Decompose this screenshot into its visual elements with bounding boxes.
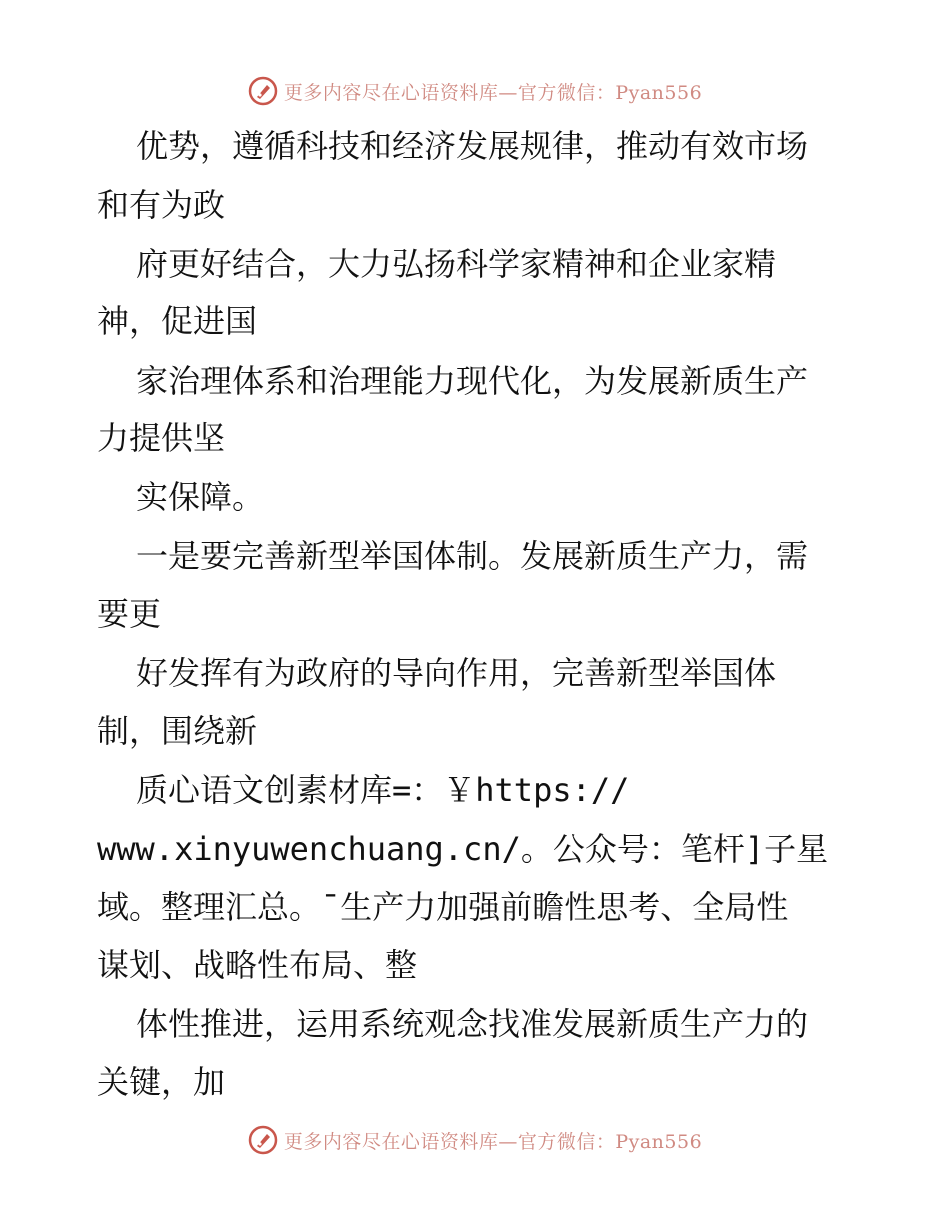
footer-banner-text: 更多内容尽在心语资料库—官方微信：Pyan556	[283, 1130, 703, 1153]
text-line: www.xinyuwenchuang.cn/。公众号：笔杆]子星	[97, 830, 829, 868]
header-banner-text: 更多内容尽在心语资料库—官方微信：Pyan556	[283, 81, 703, 104]
text-line: 体性推进，运用系统观念找准发展新质生产力的	[136, 1005, 809, 1043]
text-line: 府更好结合，大力弘扬科学家精神和企业家精	[136, 245, 777, 283]
text-line: 和有为政	[97, 186, 226, 224]
text-line: 家治理体系和治理能力现代化，为发展新质生产	[136, 362, 809, 400]
text-line: 好发挥有为政府的导向作用，完善新型举国体	[136, 654, 777, 692]
text-line: 力提供坚	[97, 419, 226, 457]
text-line: 制，围绕新	[97, 712, 258, 750]
text-line: 质心语文创素材库=：￥https://	[136, 771, 630, 809]
text-line: 谋划、战略性布局、整	[97, 946, 418, 984]
text-line: 一是要完善新型举国体制。发展新质生产力，需	[136, 537, 809, 575]
text-line: 优势，遵循科技和经济发展规律，推动有效市场	[136, 127, 809, 165]
text-line: 域。整理汇总。¯生产力加强前瞻性思考、全局性	[97, 888, 789, 926]
footer-banner	[0, 1120, 950, 1160]
text-line: 神，促进国	[97, 302, 258, 340]
pen-nib-logo-icon	[248, 1125, 278, 1155]
text-line: 关键，加	[97, 1063, 226, 1101]
text-line: 实保障。	[136, 478, 265, 516]
text-line: 要更	[97, 595, 162, 633]
